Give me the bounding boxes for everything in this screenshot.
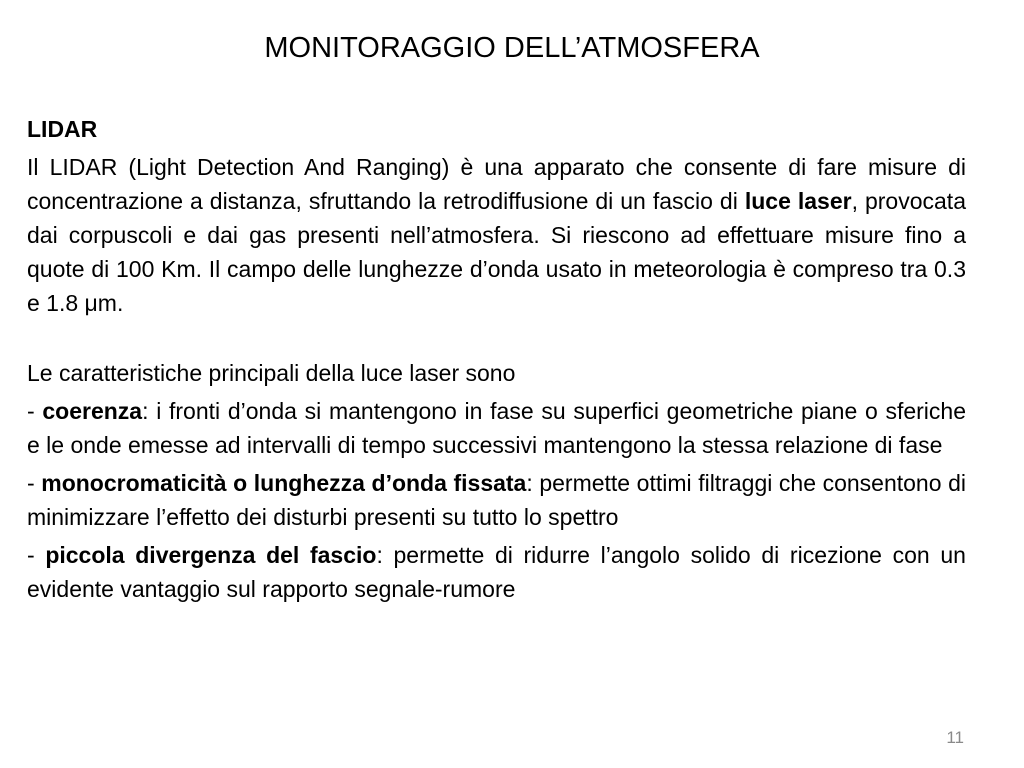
characteristic-text: : permette di ridurre l’angolo solido di ricezione con un evidente vantaggio sul rapporto segnale-rumore [27,542,966,602]
characteristic-term: piccola divergenza del fascio [45,542,377,568]
characteristic-term: monocromaticità o lunghezza d’onda fissata [41,470,527,496]
characteristic-bullet: - [27,542,46,568]
page-number: 11 [946,728,964,747]
lidar-description-part2: , provocata dai corpuscoli e dai gas presenti nell’atmosfera. Si riescono ad effettuare misure fino a quote di 100 Km. Il campo delle lunghezze d’onda usato in meteorologia è compreso tra 0.3 e 1.8 μm. [27,188,966,316]
characteristics-lead: Le caratteristiche principali della luce laser sono [27,360,516,386]
lidar-description-bold: luce laser [744,188,852,214]
characteristic-bullet: - [27,470,42,496]
section-heading-lidar: LIDAR [27,116,98,142]
characteristic-item [27,466,966,534]
characteristic-bullet: - [27,398,43,424]
lidar-description-part1: Il LIDAR (Light Detection And Ranging) è una apparato che consente di fare misure di concentrazione a distanza, sfruttando la retrodiffusione di un fascio di [27,154,966,214]
slide-content [27,112,966,606]
characteristic-term: coerenza [42,398,143,424]
characteristic-text: : permette ottimi filtraggi che consentono di minimizzare l’effetto dei disturbi presenti su tutto lo spettro [27,470,966,530]
characteristic-text: : i fronti d’onda si mantengono in fase su superfici geometriche piane o sferiche e le onde emesse ad intervalli di tempo successivi mantengono la stessa relazione di fase [27,398,966,458]
slide-title: MONITORAGGIO DELL’ATMOSFERA [264,32,760,64]
characteristic-item [27,538,966,606]
lidar-description [27,150,966,320]
characteristic-item [27,394,966,462]
